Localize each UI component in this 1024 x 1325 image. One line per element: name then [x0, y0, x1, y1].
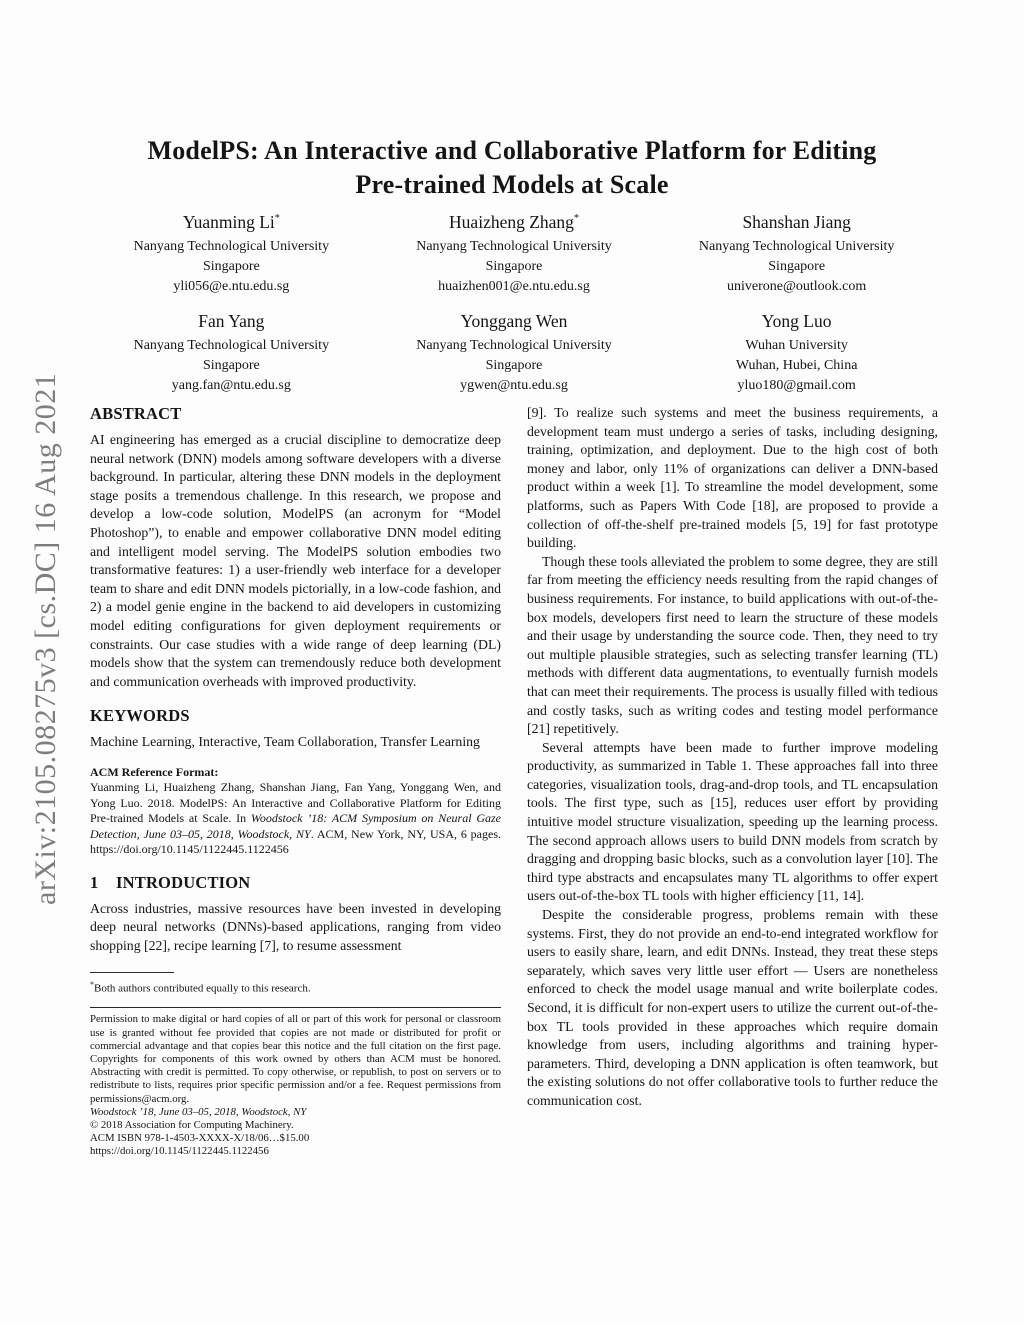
equal-contribution-footnote: [90, 978, 501, 996]
body-paragraph: [9]. To realize such systems and meet the business requirements, a development team must undergo a series of tasks, including designing, training, optimization, and deployment. Due to the high cost of both money and labor, only 11% of organizations can deliver a DNN-based product within a week [1]. To streamline the model development, some platforms, such as Papers With Code [18], are proposed to provide a collection of off-the-shelf pre-trained models [5, 19] for fast prototype building.: [527, 405, 938, 551]
author-email: univerone@outlook.com: [727, 279, 867, 294]
author-name: [655, 311, 938, 332]
keywords-heading: KEYWORDS: [90, 706, 190, 726]
permission-notice: Permission to make digital or hard copies of all or part of this work for personal or classroom use is granted without fee provided that copies are not made or distributed for profit or commercial advantage and that copies bear this notice and the full citation on the first page. Copyrights for components of this work owned by others than ACM must be honored. Abstracting with credit is permitted. To copy otherwise, or republish, to post on servers or to redistribute to lists, requires prior specific permission and/or a fee. Request permissions from permissions@acm.org.: [90, 1013, 501, 1105]
author-name-text: Fan Yang: [198, 311, 265, 331]
doi-line: [90, 1145, 501, 1158]
author-block: [373, 311, 656, 396]
footnote-divider: [90, 972, 174, 973]
author-block: [90, 212, 373, 297]
section-title: INTRODUCTION: [116, 872, 251, 892]
title-block: [0, 134, 1024, 202]
acm-reference-venue: Woodstock ’18: ACM Symposium on Neural Gaze Detection, June 03–05, 2018, Woodstock, NY: [90, 811, 501, 841]
author-affiliation: Nanyang Technological University: [698, 239, 895, 254]
acm-reference-authors: Yuanming Li, Huaizheng Zhang, Shanshan Jiang, Fan Yang, Yonggang Wen, and Yong Luo. 2018. ModelPS: An Interactive and Collaborative Platform for Editing Pre-trained Models at Scale. In: [90, 779, 501, 826]
author-name: [90, 311, 373, 332]
acm-reference-heading: ACM Reference Format:: [90, 764, 219, 779]
conference-venue: Woodstock ’18, June 03–05, 2018, Woodstock, NY: [90, 1105, 307, 1118]
footnote-text: Both authors contributed equally to this research.: [94, 982, 311, 995]
author-location: Wuhan, Hubei, China: [735, 358, 858, 373]
author-block: [655, 212, 938, 297]
permission-divider: [90, 1007, 501, 1008]
paper-title-line2: Pre-trained Models at Scale: [355, 170, 669, 199]
footnote-mark: *: [90, 979, 94, 989]
author-email: ygwen@ntu.edu.sg: [460, 378, 568, 393]
acm-reference-text: [90, 780, 501, 858]
body-paragraph: Though these tools alleviated the problem to some degree, they are still far from meeting the efficiency needs resulting from the rapid changes of business requirements. For instance, to build applications with out-of-the-box models, developers first need to learn the structure of these models and their usage by understanding the source code. Then, they need to try out multiple plausible strategies, such as selecting transfer learning (TL) methods with different data augmentations, to eventually furnish models that can meet their requirements. The process is usually filled with tedious and costly tasks, such as writing codes and testing model performance [21] repetitively.: [527, 553, 938, 737]
author-name: [373, 311, 656, 332]
author-location: Singapore: [768, 259, 826, 274]
author-name: [655, 212, 938, 233]
two-column-body: [90, 404, 938, 1159]
author-name-text: Yonggang Wen: [460, 311, 568, 331]
author-affiliation: Nanyang Technological University: [133, 239, 330, 254]
arxiv-watermark: arXiv:2105.08275v3 [cs.DC] 16 Aug 2021: [29, 372, 62, 906]
acm-reference-doi-link[interactable]: https://doi.org/10.1145/1122445.1122456: [90, 842, 289, 857]
author-affiliation: Nanyang Technological University: [416, 239, 612, 254]
author-email: yluo180@gmail.com: [737, 378, 856, 393]
author-email: yang.fan@ntu.edu.sg: [171, 378, 291, 393]
author-name-text: Yong Luo: [761, 311, 832, 331]
author-email: huaizhen001@e.ntu.edu.sg: [438, 279, 590, 294]
abstract-text: AI engineering has emerged as a crucial discipline to democratize deep neural network (DNN) models among software developers with a diverse background. In particular, altering these DNN models in the deployment stage posits a tremendous challenge. In this research, we propose and develop a low-code solution, ModelPS (an acronym for “Model Photoshop”), to enable and empower collaborative DNN model editing and intelligent model serving. The ModelPS solution embodies two transformative features: 1) a user-friendly web interface for a developer team to share and edit DNN models pictorially, in a low-code fashion, and 2) a model genie engine in the backend to aid developers in customizing model editing configurations for given deployment requirements or constraints. Our case studies with a wide range of deep learning (DL) models show that the system can tremendously reduce both development and communication overheads with improved productivity.: [90, 432, 501, 689]
paper-title: [0, 134, 1024, 202]
keywords-text: Machine Learning, Interactive, Team Collaboration, Transfer Learning: [90, 734, 480, 750]
doi-link[interactable]: https://doi.org/10.1145/1122445.1122456: [90, 1145, 269, 1158]
introduction-heading: [90, 873, 501, 893]
author-name: [90, 212, 373, 233]
acm-reference-publisher: . ACM, New York, NY, USA, 6 pages.: [310, 826, 502, 841]
author-footnote-mark: *: [274, 213, 280, 225]
left-column: [90, 404, 501, 1159]
author-email: yli056@e.ntu.edu.sg: [173, 279, 290, 294]
author-location: Singapore: [202, 259, 260, 274]
body-paragraph: Several attempts have been made to further improve modeling productivity, as summarized in Table 1. These approaches fall into three categories, visualization tools, drag-and-drop tools, and TL encapsulation tools. The first type, such as [15], reduces user effort by providing intuitive model structure visualization, speeding up the learning process. The second approach allows users to build DNN models from scratch by dragging and dropping basic blocks, such as a convolution layer [10]. The third type abstracts and encapsulates many TL algorithms to offer expert users out-of-the-box TL tools with higher efficiency [11, 14].: [527, 739, 938, 904]
author-location: Singapore: [202, 358, 260, 373]
author-affiliation: Nanyang Technological University: [133, 338, 330, 353]
author-affiliation: Wuhan University: [745, 338, 848, 353]
acm-reference-block: [90, 764, 501, 858]
right-column: [527, 404, 938, 1159]
author-name-text: Shanshan Jiang: [742, 212, 851, 232]
author-name: [373, 212, 656, 233]
author-block: [90, 311, 373, 396]
copyright-line: © 2018 Association for Computing Machinery.: [90, 1118, 294, 1131]
isbn-line: ACM ISBN 978-1-4503-XXXX-X/18/06…$15.00: [90, 1132, 310, 1145]
author-block: [373, 212, 656, 297]
paper-title-line1: ModelPS: An Interactive and Collaborative Platform for Editing: [147, 136, 877, 165]
author-name-text: Huaizheng Zhang: [449, 212, 574, 232]
authors-grid: [90, 212, 938, 396]
author-footnote-mark: *: [573, 213, 579, 225]
author-location: Singapore: [485, 358, 543, 373]
copyright-block: [90, 1013, 501, 1158]
abstract-heading: ABSTRACT: [90, 404, 182, 423]
author-name-text: Yuanming Li: [182, 212, 275, 232]
author-block: [655, 311, 938, 396]
body-paragraph: Despite the considerable progress, problems remain with these systems. First, they do not provide an end-to-end integrated workflow for users to easily share, learn, and edit DNNs. Instead, they treat these steps separately, which saves very little user effort — Users are nonetheless enforced to check the model usage manual and write boilerplate codes. Second, it is difficult for non-expert users to utilize the current out-of-the-box TL tools provided in these approaches which require domain knowledge from users, including algorithms and training hyper-parameters. Third, developing a DNN application is often teamwork, but the existing solutions do not offer collaborative tools to further reduce the communication cost.: [527, 907, 938, 1108]
author-location: Singapore: [485, 259, 543, 274]
section-number: 1: [90, 872, 99, 892]
author-affiliation: Nanyang Technological University: [416, 338, 612, 353]
introduction-text: Across industries, massive resources have been invested in developing deep neural networks (DNNs)-based applications, ranging from video shopping [22], recipe learning [7], to resume assessment: [90, 900, 501, 954]
